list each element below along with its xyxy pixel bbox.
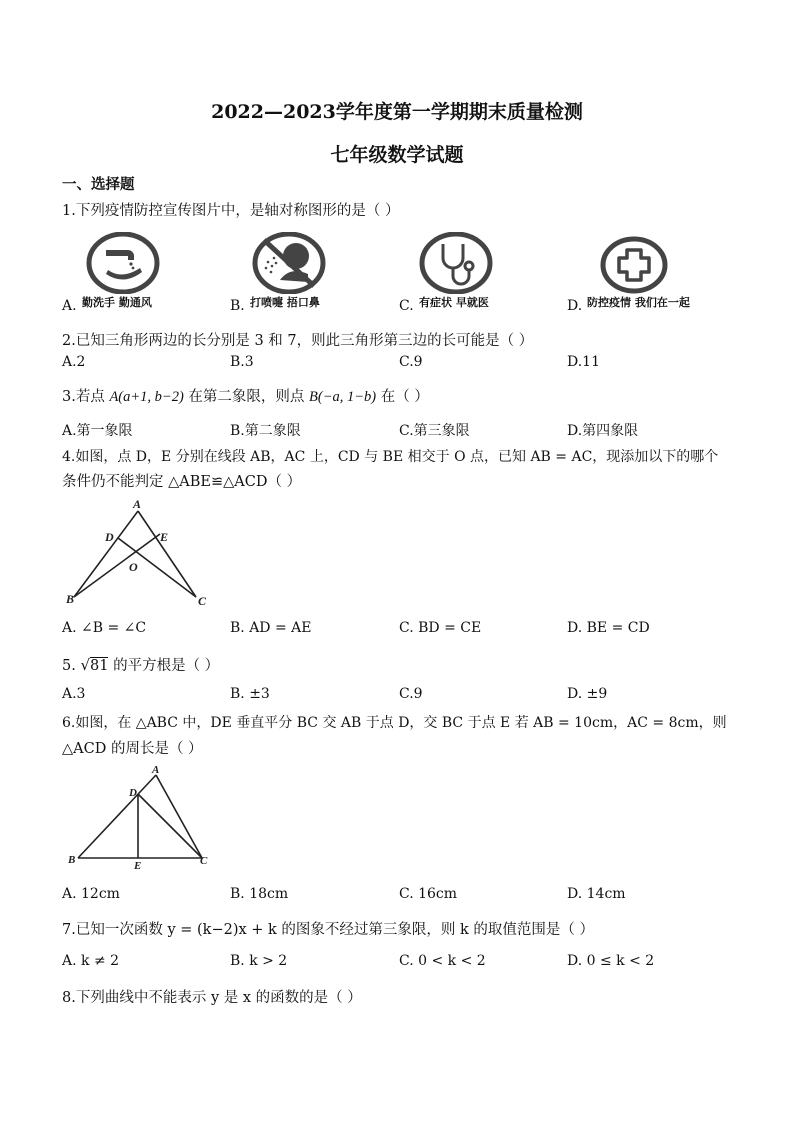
segment-dc [138,794,202,858]
washing-hands-icon [86,232,160,294]
question-5-option-c[interactable]: C.9 [399,686,423,702]
label-a: A [152,764,160,776]
label-b: B [66,592,75,606]
question-3-option-c[interactable]: C.第三象限 [399,423,470,439]
question-6-stem-line-1: 6.如图，在 △ABC 中，DE 垂直平分 BC 交 AB 于点 D，交 BC 于点 E 若 AB = 10cm，AC = 8cm，则 [62,715,727,731]
question-3-option-d[interactable]: D.第四象限 [567,423,639,439]
label-e: E [160,530,169,544]
question-4-option-b[interactable]: B. AD = AE [230,620,312,636]
question-6-option-d[interactable]: D. 14cm [567,886,626,902]
question-4-stem-line-2: 条件仍不能判定 △ABE≌△ACD（ ） [62,474,302,490]
question-1-option-a[interactable] [62,230,212,312]
option-letter: C. [399,298,414,314]
question-2-stem: 2.已知三角形两边的长分别是 3 和 7，则此三角形第三边的长可能是（ ） [62,333,534,349]
sqrt-sign: √ [80,656,91,674]
label-a: A [133,497,142,511]
question-7-option-d[interactable]: D. 0 ≤ k < 2 [567,953,655,969]
option-letter: B. [230,298,245,314]
stem-text: 5. [62,658,81,674]
label-c: C [200,855,208,867]
radicand: 81 [90,658,109,674]
point-b: B(−a, 1−b) [309,389,377,405]
option-caption: 防控疫情 我们在一起 [587,296,690,309]
stem-text: 3.若点 [62,389,110,405]
question-3-stem [62,385,429,406]
label-d: D [105,530,114,544]
question-1-option-c[interactable] [399,230,549,312]
point-a: A(a+1, b−2) [109,389,184,405]
question-3-option-a[interactable]: A.第一象限 [62,423,133,439]
question-1-option-b[interactable] [230,230,380,312]
segment-ac [156,775,202,858]
segment-ab [74,511,138,597]
label-d: D [129,787,137,799]
question-6-option-a[interactable]: A. 12cm [62,886,120,902]
option-caption: 勤洗手 勤通风 [82,296,152,309]
question-2-option-a[interactable]: A.2 [62,354,86,370]
question-6-stem-line-2: △ACD 的周长是（ ） [62,741,203,757]
question-6-option-b[interactable]: B. 18cm [230,886,289,902]
option-letter: D. [567,298,583,314]
question-7-option-c[interactable]: C. 0 < k < 2 [399,953,486,969]
option-letter: A. [62,298,77,314]
question-8-stem: 8.下列曲线中不能表示 y 是 x 的函数的是（ ） [62,990,362,1006]
question-6-option-c[interactable]: C. 16cm [399,886,458,902]
sneeze-cover-icon [252,232,326,294]
label-e: E [134,860,142,872]
question-7-option-a[interactable]: A. k ≠ 2 [62,953,120,969]
stem-text: 的平方根是（ ） [108,658,220,674]
question-3-option-b[interactable]: B.第二象限 [230,423,301,439]
stethoscope-icon [419,232,493,294]
question-7-option-b[interactable]: B. k > 2 [230,953,288,969]
segment-ba [78,775,156,858]
question-2-option-d[interactable]: D.11 [567,354,600,370]
label-c: C [198,594,207,608]
stem-text: 在第二象限，则点 [183,389,310,405]
segment-ac [138,511,196,597]
medical-cross-icon [599,236,669,294]
question-2-option-c[interactable]: C.9 [399,354,423,370]
question-5-stem [62,654,219,675]
question-4-option-a[interactable]: A. ∠B = ∠C [62,620,147,636]
segment-be [74,534,160,597]
stem-text: 在（ ） [376,389,429,405]
question-1-stem: 1.下列疫情防控宣传图片中，是轴对称图形的是（ ） [62,203,400,219]
question-5-option-b[interactable]: B. ±3 [230,686,270,702]
question-4-stem-line-1: 4.如图，点 D，E 分别在线段 AB，AC 上，CD 与 BE 相交于 O 点，已知 AB = AC，现添加以下的哪个 [62,449,719,465]
question-4-option-d[interactable]: D. BE = CD [567,620,650,636]
label-b: B [68,854,76,866]
question-4-option-c[interactable]: C. BD = CE [399,620,482,636]
question-4-figure [60,497,220,612]
section-heading: 一、选择题 [62,176,135,193]
option-caption: 打喷嚏 捂口鼻 [250,296,320,309]
question-6-figure [62,763,222,873]
page-subtitle: 七年级数学试题 [330,144,464,166]
question-5-option-d[interactable]: D. ±9 [567,686,608,702]
question-1-option-d[interactable] [567,230,737,312]
page-title: 2022—2023学年度第一学期期末质量检测 [211,101,583,123]
option-caption: 有症状 早就医 [419,296,489,309]
question-2-option-b[interactable]: B.3 [230,354,254,370]
question-5-option-a[interactable]: A.3 [62,686,86,702]
label-o: O [129,560,138,574]
question-7-stem: 7.已知一次函数 y = (k−2)x + k 的图象不经过第三象限，则 k 的取值范围是（ ） [62,922,595,938]
